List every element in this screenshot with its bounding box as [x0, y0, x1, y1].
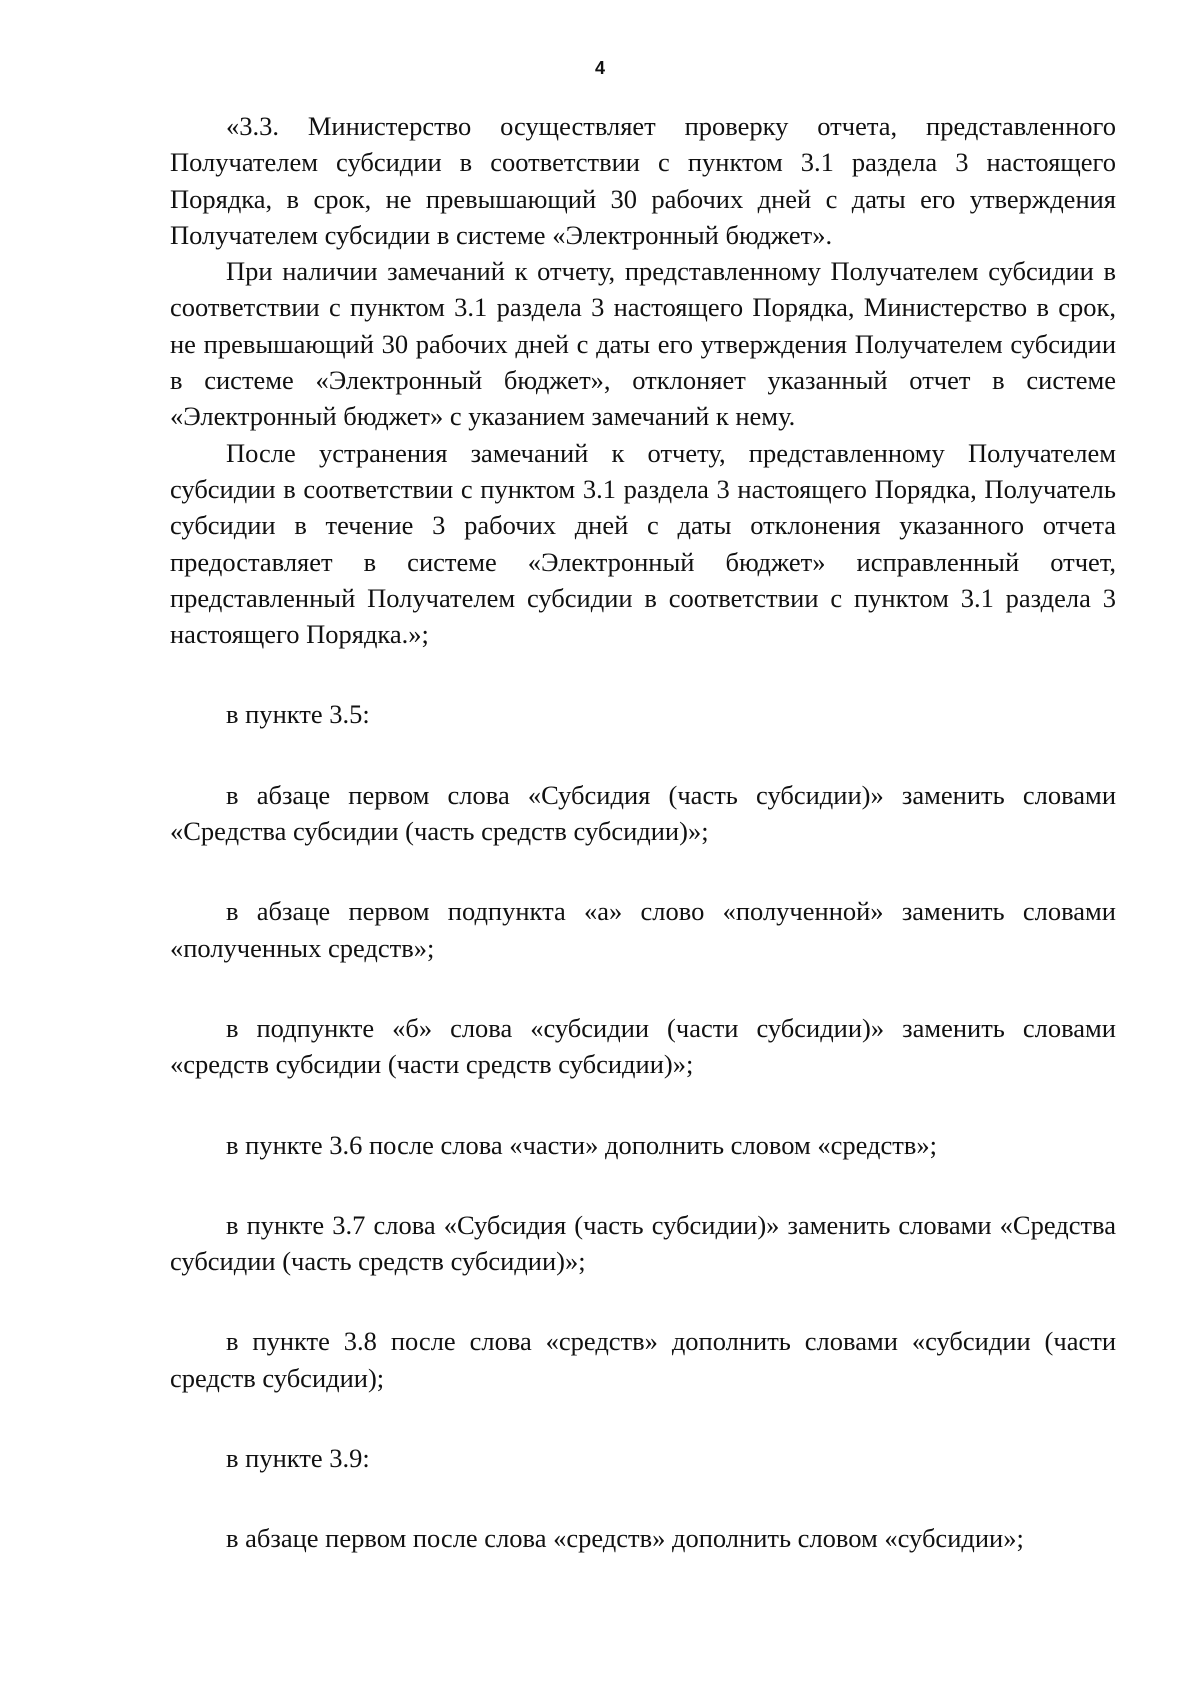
paragraph-item-3-9: в пункте 3.9: [226, 1443, 370, 1474]
paragraph-3-5-first-abzac: в абзаце первом слова «Субсидия (часть субсидии)» заменить словами «Средства субсидии (часть средств субсидии)»; [170, 779, 1116, 847]
paragraph-3-9-first-abzac: в абзаце первом после слова «средств» дополнить словом «субсидии»; [226, 1523, 1024, 1554]
paragraph-3-5-subitem-a: в абзаце первом подпункта «а» слово «полученной» заменить словами «полученных средств»; [170, 896, 1116, 963]
document-body [170, 108, 1116, 1557]
paragraph-3-3: «3.3. Министерство осуществляет проверку отчета, представленного Получателем субсидии в соответствии с пунктом 3.1 раздела 3 настоящего Порядка, в срок, не превышающий 30 рабочих дней с даты его утверждения Получателем субсидии в системе «Электронный бюджет». [170, 111, 1116, 250]
paragraph-remarks: При наличии замечаний к отчету, представленному Получателем субсидии в соответствии с пунктом 3.1 раздела 3 настоящего Порядка, Министерство в срок, не превышающий 30 рабочих дней с даты его утверждения Получателем субсидии в системе «Электронный бюджет», отклоняет указанный отчет в системе «Электронный бюджет» с указанием замечаний к нему. [170, 256, 1116, 432]
paragraph-item-3-7: в пункте 3.7 слова «Субсидия (часть субсидии)» заменить словами «Средства субсидии (часть средств субсидии)»; [170, 1209, 1116, 1277]
page-number: 4 [594, 58, 605, 78]
paragraph-item-3-5: в пункте 3.5: [226, 699, 370, 730]
paragraph-after-remarks: После устранения замечаний к отчету, представленному Получателем субсидии в соответствии с пунктом 3.1 раздела 3 настоящего Порядка, Получатель субсидии в течение 3 рабочих дней с даты отклонения указанного отчета предоставляет в системе «Электронный бюджет» исправленный отчет, представленный Получателем субсидии в соответствии с пунктом 3.1 раздела 3 настоящего Порядка.»; [170, 437, 1116, 650]
paragraph-item-3-8: в пункте 3.8 после слова «средств» дополнить словами «субсидии (части средств субсидии); [170, 1326, 1116, 1393]
paragraph-item-3-6: в пункте 3.6 после слова «части» дополнить словом «средств»; [226, 1129, 938, 1160]
paragraph-3-5-subitem-b: в подпункте «б» слова «субсидии (части субсидии)» заменить словами «средств субсидии (части средств субсидии)»; [170, 1012, 1116, 1080]
